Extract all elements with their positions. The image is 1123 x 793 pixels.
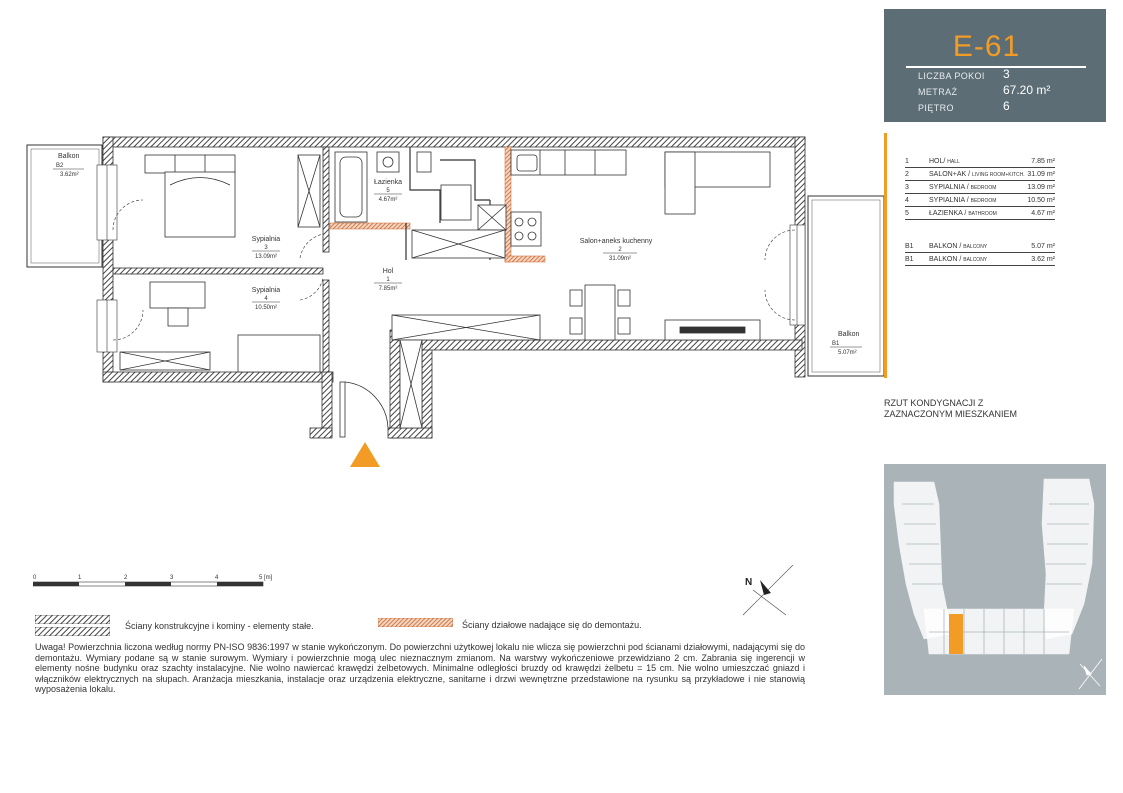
svg-text:0: 0 <box>33 575 37 581</box>
svg-text:5: 5 <box>386 188 390 194</box>
bedroom-4-furniture <box>120 282 320 372</box>
svg-text:7.85m²: 7.85m² <box>378 286 398 292</box>
site-plan <box>884 464 1106 695</box>
legend-structural-swatch-2 <box>35 627 110 636</box>
floor-caption: RZUT KONDYGNACJI Z ZAZNACZONYM MIESZKANIEM <box>884 398 1018 419</box>
unit-header-panel: E-61 LICZBA POKOI 3 METRAŻ 67.20 m² PIĘTRO 6 <box>884 9 1106 122</box>
legend-structural-swatch <box>35 615 110 624</box>
legend-removable-swatch <box>378 618 453 627</box>
svg-text:Hol: Hol <box>382 268 394 275</box>
svg-text:Balkon: Balkon <box>838 331 860 338</box>
notes: Uwaga! Powierzchnia liczona według normy PN-ISO 9836:1997 w stanie wykończonym. Do powierzchni użytkowej lokalu nie wlicza się powierzchni pod ścianami działowymi, nadającymi się do demontażu. Wymiary podane są w stanie surowym. Wymiary i powierzchnie mogą ulec nieznacznym zmianom. Na warstwy wykończeniowe przewidziano 2 cm. Zabrania się ingerencji w elementy nośne budynku oraz szachty instalacyjne. Nie wolno nawiercać krawędzi żelbetowych. Minimalne odległości bruzdy od krawędzi żelbetu = 15 cm. Nie wolno umieszczać gniazd i włączników elektrycznych na słupach. Aranżacja mieszkania, instalacje oraz urządzenia elektryczne, sanitarne i drzwi wewnętrzne przedstawione na rysunku są przykładowe i nie stanowią wyposażenia lokalu. <box>35 642 805 694</box>
label-lazienka <box>374 179 402 203</box>
label-balkon-b1 <box>830 331 862 356</box>
label-sypialnia-3 <box>252 236 281 260</box>
svg-text:2: 2 <box>124 575 128 581</box>
balcony-row: B1 BALKON / BALCONY 5.07 m² <box>905 242 1055 253</box>
bathroom-fixtures <box>335 152 506 230</box>
svg-text:3: 3 <box>170 575 174 581</box>
svg-text:1: 1 <box>78 575 82 581</box>
label-hol <box>374 268 402 292</box>
label-sypialnia-4 <box>252 287 281 311</box>
svg-text:2: 2 <box>618 247 622 253</box>
svg-text:Sypialnia: Sypialnia <box>251 287 281 294</box>
svg-text:3: 3 <box>264 245 268 251</box>
site-plan-panel <box>884 464 1106 695</box>
compass-icon <box>738 565 798 620</box>
room-row: 3 SYPIALNIA / BEDROOM 13.09 m² <box>905 183 1055 194</box>
svg-text:10.50m²: 10.50m² <box>254 305 278 311</box>
selected-unit-marker <box>949 614 963 654</box>
header-divider <box>906 66 1086 68</box>
label-salon <box>580 238 653 262</box>
legend-removable-label: Ściany działowe nadające się do demontażu. <box>462 620 642 630</box>
unit-code: E-61 <box>952 30 1021 63</box>
room-row: 4 SYPIALNIA / BEDROOM 10.50 m² <box>905 196 1055 207</box>
svg-text:Sypialnia: Sypialnia <box>251 236 281 243</box>
svg-text:Salon+aneks kuchenny: Salon+aneks kuchenny <box>579 238 653 245</box>
svg-text:Balkon: Balkon <box>58 153 80 160</box>
bedroom-3-furniture <box>145 155 320 237</box>
svg-text:B2: B2 <box>56 163 64 169</box>
living-room-furniture <box>570 152 770 340</box>
svg-text:31.09m²: 31.09m² <box>608 256 632 262</box>
balcony-b2 <box>27 145 102 267</box>
kitchen <box>511 150 626 246</box>
svg-text:1: 1 <box>386 277 390 283</box>
entrance-door <box>340 382 388 437</box>
entrance-arrow-icon <box>350 442 380 467</box>
svg-text:4.67m²: 4.67m² <box>378 197 398 203</box>
legend-structural-label: Ściany konstrukcyjne i kominy - elementy stałe. <box>125 621 314 631</box>
svg-text:3.62m²: 3.62m² <box>60 172 79 178</box>
label-balkon-b2 <box>53 153 84 178</box>
room-row: 5 ŁAZIENKA / BATHROOM 4.67 m² <box>905 209 1055 220</box>
scale-bar <box>33 572 273 594</box>
balcony-b1 <box>808 196 884 376</box>
room-row: 2 SALON+AK / LIVING ROOM+KITCH. 31.09 m² <box>905 170 1055 181</box>
svg-text:4: 4 <box>215 575 219 581</box>
svg-text:5.07m²: 5.07m² <box>838 350 857 356</box>
floor-plan <box>20 130 885 480</box>
svg-text:5 [m]: 5 [m] <box>259 575 273 581</box>
svg-text:Łazienka: Łazienka <box>373 179 403 186</box>
balcony-row: B1 BALKON / BALCONY 3.62 m² <box>905 255 1055 266</box>
svg-text:13.09m²: 13.09m² <box>254 254 278 260</box>
room-row: 1 HOL/ HALL 7.85 m² <box>905 157 1055 168</box>
svg-text:4: 4 <box>264 296 268 302</box>
svg-text:N: N <box>745 577 753 588</box>
svg-text:B1: B1 <box>832 341 840 347</box>
room-list <box>884 133 1074 378</box>
